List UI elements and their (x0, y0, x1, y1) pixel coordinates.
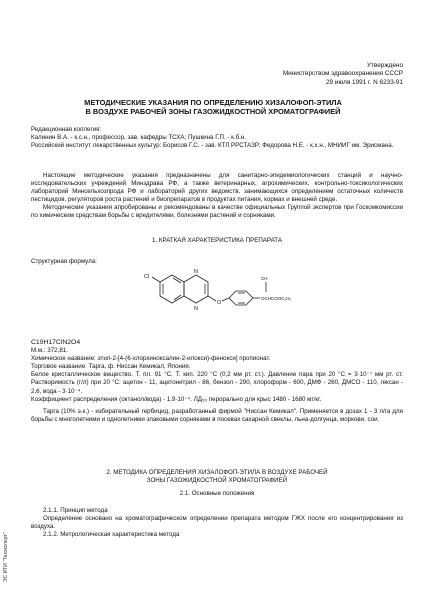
benzene-ring-left (160, 275, 184, 303)
molecular-mass: М.м.: 372,81. (31, 347, 68, 355)
approval-block (283, 62, 403, 87)
molecular-formula: C19H17ClN2O4 (31, 339, 81, 346)
intro-paragraph-1: Настоящие методические указания предназначены для санитарно-эпидемиологических станций и научно-исследовательских учреждений Минздрава РФ, а также ветеринарных, агрохимических, контрольно-токсикологических лабораторий Минсельхозпрода РФ и лабораторий других ведомств, занимающихся определением остаточных количеств пестицидов, регуляторов роста растений и биопрепаратов в продуктах питания, кормах и внешней среде. (31, 172, 403, 204)
chemical-name: Химическое название: этил-2-[4-(6-хлорхиноксалин-2-илокси)-фенокси] пропионат. (31, 355, 271, 363)
label-ester: OCHCOOC₂H₅ (261, 296, 292, 301)
approval-line-2: Министерством здравоохранения СССР (282, 70, 403, 78)
source-stamp: ЭС ИТИ "Техэксперт" (3, 532, 9, 582)
targa-description: Тарга (10% э.к.) - избирательный гербицид, разработанный фирмой "Ниссан Кемикал". Применяется в дозах 1 - 3 л/га для борьбы с многолетними и однолетними злаковыми сорняками в посевах сахарной свеклы, льна-долгунца, моркови, сои. (31, 407, 403, 423)
document-title (0, 98, 426, 116)
physical-properties: Белое кристаллическое вещество. Т. пл. 91 °С. Т. кип. 220 °С (0,2 мм рт. ст.). Давление пара при 20 °С = 3·10⁻⁷ мм рт. ст. Растворимость (г/л) при 20 °С: ацетон - 11, ацетонитрил - 86, бензол - 290, хлороформ - 600, ДМФ - 260, ДМСО - 110, гексан - 2,6, вода - 3·10⁻⁴. (31, 371, 403, 395)
principle-text: Определение основано на хроматографическом определении препарата методом ГЖХ после его концентрирования из воздуха. (31, 515, 403, 531)
label-n-top: N (194, 269, 198, 275)
partition-coefficient: Коэффициент распределения (октанол/вода) - 1,9·10⁻⁴. ЛД₅₀ перорально для крыс 1480 - 1680 мг/кг. (31, 395, 322, 403)
title-line-1: МЕТОДИЧЕСКИЕ УКАЗАНИЯ ПО ОПРЕДЕЛЕНИЮ ХИЗАЛОФОП-ЭТИЛА (84, 98, 342, 107)
editorial-board (31, 126, 403, 150)
approval-line-3: 29 июля 1991 г. N 6233-91 (325, 78, 403, 86)
section-2-heading-line-1: 2. МЕТОДИКА ОПРЕДЕЛЕНИЯ ХИЗАЛОФОП-ЭТИЛА В ВОЗДУХЕ РАБОЧЕЙ (106, 469, 328, 476)
structural-formula-label: Структурная формула: (31, 258, 97, 265)
section-1-heading: 1. КРАТКАЯ ХАРАКТЕРИСТИКА ПРЕПАРАТА (152, 237, 282, 244)
pyrazine-ring (184, 275, 208, 303)
title-line-2: В ВОЗДУХЕ РАБОЧЕЙ ЗОНЫ ГАЗОЖИДКОСТНОЙ ХРОМАТОГРАФИЕЙ (85, 107, 341, 116)
structural-formula-diagram (130, 262, 310, 334)
trade-name: Торговое название: Тарга, ф. Ниссан Кемикал, Япония. (31, 363, 191, 371)
section-2-heading-line-2: ЗОНЫ ГАЗОЖИДКОСТНОЙ ХРОМАТОГРАФИЕЙ (146, 477, 288, 485)
subsection-2-1-1 (31, 507, 403, 539)
label-o: O (217, 300, 222, 306)
editorial-members-1: Калинин В.А. - к.с.н., профессор, зав. кафедры ТСХА; Пушкина Г.П. - к.б.н. (31, 134, 247, 142)
approval-line-1: Утверждено (366, 62, 403, 69)
intro-paragraph-2: Методические указания апробированы и рекомендованы в качестве официальных Группой экспертов при Госкомкомиссии по химическим средствам борьбы с вредителями, болезнями растений и сорняками. (31, 204, 403, 220)
metrology-heading: 2.1.2. Метрологическая характеристика метода (43, 531, 180, 539)
editorial-heading: Редакционная коллегия: (31, 126, 102, 133)
principle-heading: 2.1.1. Принцип метода (43, 507, 108, 514)
editorial-members-2: Российский институт лекарственных культур: Борисов Г.С. - зав. КТЛ РРСТАЗР; Федорова Н.Е. - к.х.н., МНИИГ им. Эрисмана. (31, 142, 394, 150)
section-2-heading (31, 469, 403, 485)
subsection-2-1-heading: 2.1. Основные положения (179, 490, 255, 497)
label-n-bottom: N (194, 306, 198, 312)
intro-section (31, 172, 403, 221)
label-cl: Cl (144, 274, 150, 280)
cl-bond (152, 277, 160, 282)
label-ch3: CH (261, 276, 268, 281)
properties-section (31, 339, 403, 424)
